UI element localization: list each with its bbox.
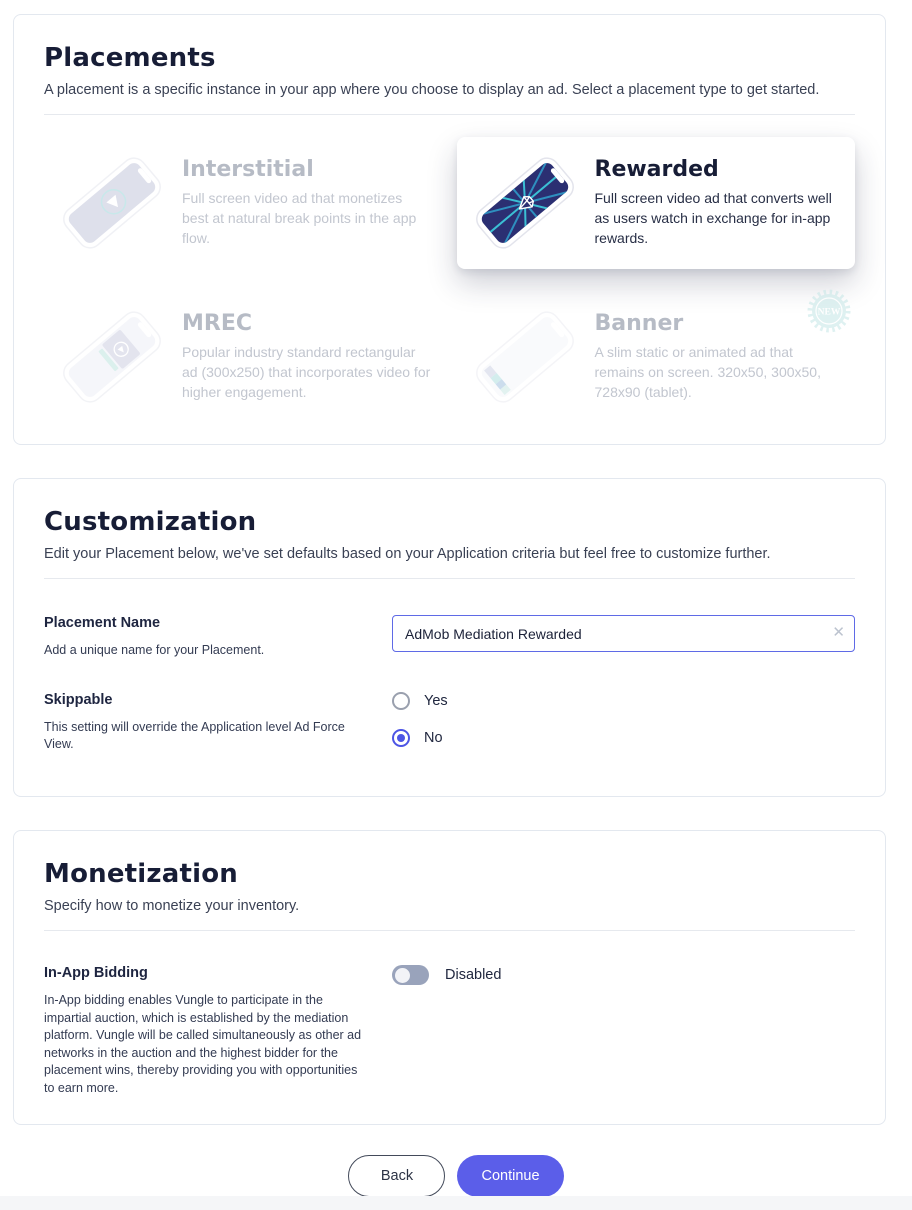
rewarded-illustration (469, 147, 581, 259)
placement-option-banner[interactable] (457, 291, 856, 423)
interstitial-illustration (56, 147, 168, 259)
interstitial-description: Full screen video ad that monetizes best at natural break points in the app flow. (182, 190, 417, 246)
placements-title: Placements (44, 43, 216, 73)
placement-option-mrec[interactable] (44, 291, 443, 423)
placement-option-rewarded[interactable] (457, 137, 856, 269)
banner-title: Banner (594, 311, 684, 337)
divider (44, 578, 855, 579)
back-button[interactable]: Back (348, 1155, 445, 1197)
banner-description: A slim static or animated ad that remains on screen. 320x50, 300x50, 728x90 (tablet). (594, 344, 821, 400)
in-app-bidding-label: In-App Bidding (44, 965, 148, 981)
placements-card (13, 14, 886, 445)
interstitial-title: Interstitial (182, 157, 314, 183)
divider (44, 930, 855, 931)
banner-illustration (469, 301, 581, 413)
skippable-label: Skippable (44, 691, 113, 708)
customization-card (13, 478, 886, 797)
mrec-illustration (56, 301, 168, 413)
skippable-help: This setting will override the Application level Ad Force View. (44, 719, 345, 751)
mrec-description: Popular industry standard rectangular ad (300x250) that incorporates video for higher engagement. (182, 344, 431, 400)
placements-description: A placement is a specific instance in your app where you choose to display an ad. Select a placement type to get started. (44, 82, 820, 98)
skippable-option-yes[interactable] (392, 692, 855, 710)
new-badge-label: NEW (817, 307, 841, 318)
toggle-knob (395, 968, 410, 983)
placement-options-grid (44, 137, 855, 423)
clear-input-icon[interactable]: ✕ (832, 624, 845, 641)
in-app-bidding-help: In-App bidding enables Vungle to participate in the impartial auction, which is established by the mediation platform. Vungle will be called simultaneously as other ad networks in the auction and the highest bidder for the placement wins, thereby providing you with opportunities to earn more. (44, 993, 362, 1095)
radio-no[interactable] (392, 729, 410, 747)
in-app-bidding-row (44, 965, 855, 1097)
placement-option-interstitial[interactable] (44, 137, 443, 269)
placement-name-row (44, 615, 855, 660)
radio-yes-label: Yes (424, 692, 448, 709)
monetization-description: Specify how to monetize your inventory. (44, 898, 300, 914)
placement-name-input[interactable] (392, 615, 855, 652)
new-badge (805, 287, 853, 335)
continue-button[interactable]: Continue (457, 1155, 563, 1197)
mrec-title: MREC (182, 311, 253, 337)
rewarded-title: Rewarded (594, 157, 719, 183)
skippable-option-no[interactable] (392, 729, 855, 747)
monetization-card (13, 830, 886, 1125)
page-bottom-strip (0, 1196, 912, 1210)
in-app-bidding-state: Disabled (445, 967, 502, 983)
radio-yes[interactable] (392, 692, 410, 710)
customization-title: Customization (44, 507, 257, 537)
skippable-row (44, 692, 855, 766)
footer-actions (0, 1155, 912, 1197)
rewarded-description: Full screen video ad that converts well as users watch in exchange for in-app rewards. (594, 190, 832, 246)
in-app-bidding-toggle[interactable] (392, 965, 429, 985)
radio-no-label: No (424, 729, 443, 746)
divider (44, 114, 855, 115)
placement-name-help: Add a unique name for your Placement. (44, 643, 265, 657)
customization-description: Edit your Placement below, we've set defaults based on your Application criteria but feel free to customize further. (44, 546, 771, 562)
monetization-title: Monetization (44, 859, 239, 889)
placement-name-label: Placement Name (44, 615, 161, 631)
